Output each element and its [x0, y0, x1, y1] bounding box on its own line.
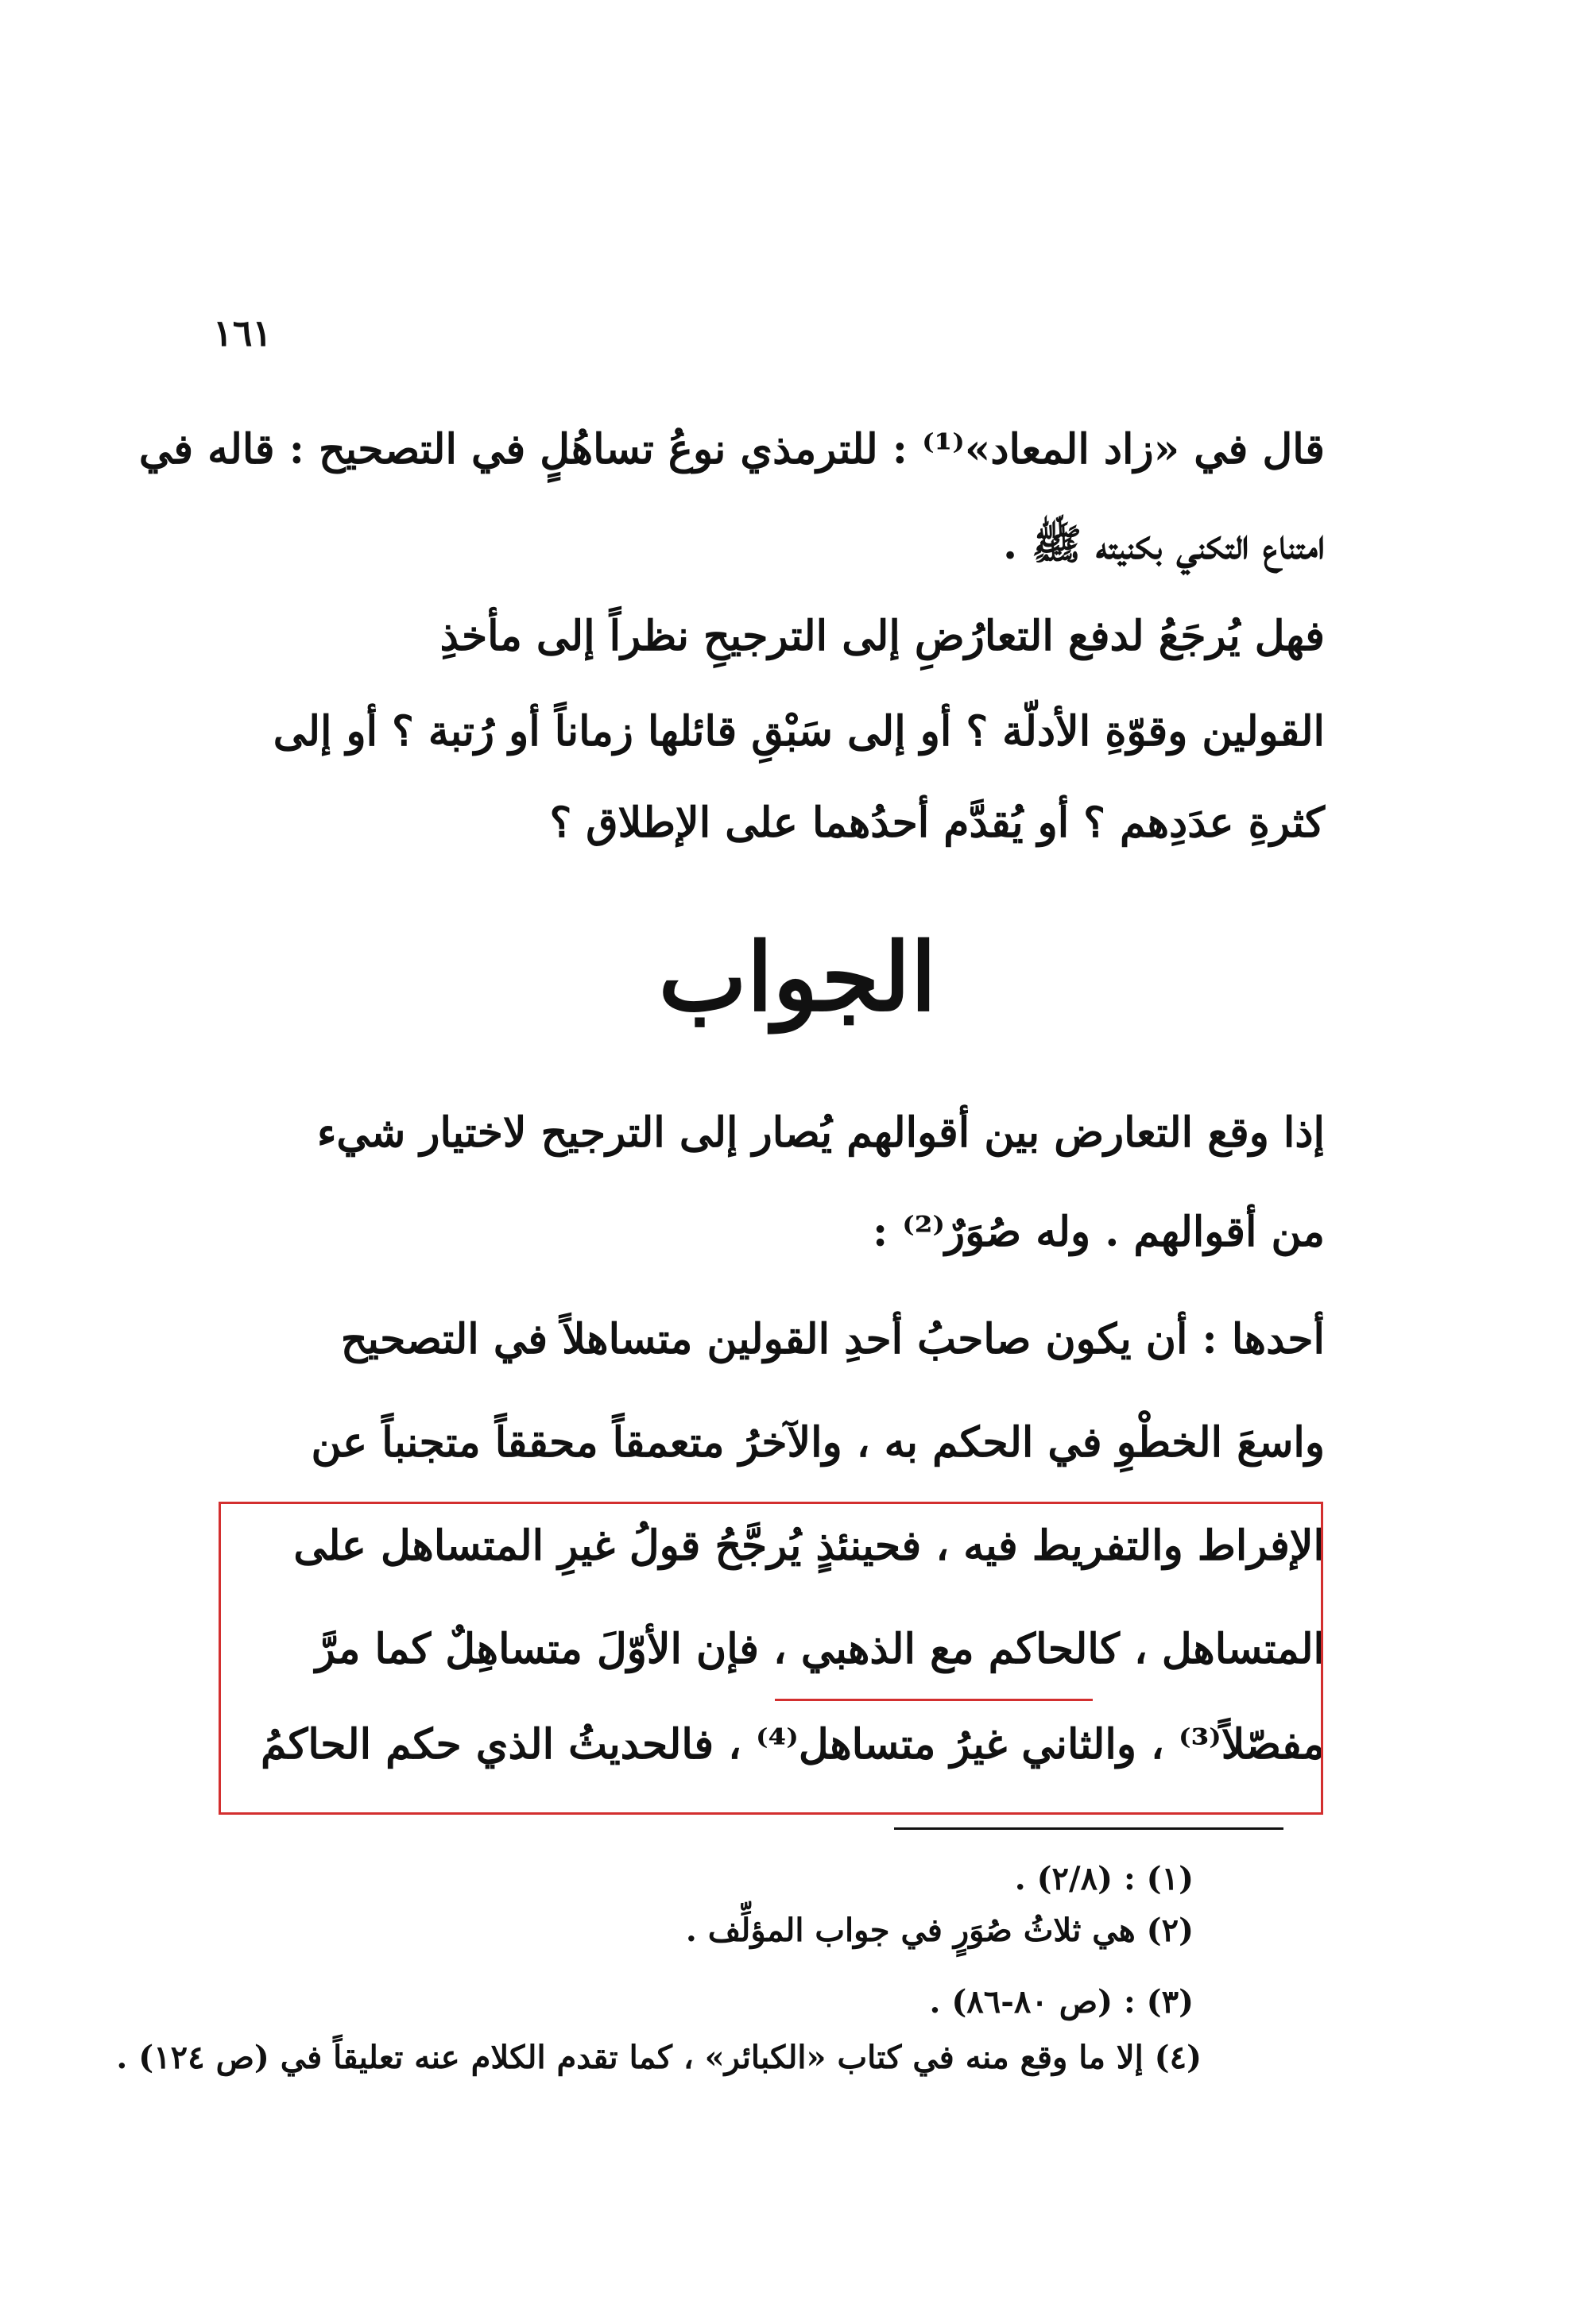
text-line-2: امتناع التكني بكنيته ﷺ .	[1003, 520, 1325, 569]
section-heading: الجواب	[658, 922, 937, 1032]
answer-line-3: أحدها : أن يكون صاحبُ أحدِ القولين متساهلاً في التصحيح	[340, 1315, 1325, 1363]
page-number: ١٦١	[213, 311, 273, 354]
answer-line-7: مفصّلاً⁽³⁾ ، والثاني غيرُ متساهل⁽⁴⁾ ، فالحديثُ الذي حكم الحاكمُ	[261, 1720, 1325, 1769]
highlight-box	[219, 1502, 1323, 1815]
answer-line-4: واسعَ الخطْوِ في الحكم به ، والآخرُ متعمقاً محققاً متجنباً عن	[311, 1418, 1325, 1467]
text-line-3: فهل يُرجَعُ لدفع التعارُضِ إلى الترجيحِ نظراً إلى مأخذِ	[439, 612, 1325, 660]
text-line-4: القولين وقوّةِ الأدلّة ؟ أو إلى سَبْقِ قائلها زماناً أو رُتبة ؟ أو إلى	[273, 707, 1325, 756]
footnote-separator	[894, 1827, 1283, 1830]
footnote-4: (٤) إلا ما وقع منه في كتاب «الكبائر» ، كما تقدم الكلام عنه تعليقاً في (ص ١٢٤) .	[116, 2039, 1202, 2076]
footnote-2: (٢) هي ثلاثُ صُوَرٍ في جواب المؤلِّف .	[685, 1912, 1194, 1949]
answer-line-2: من أقوالهم . وله صُوَرٌ⁽²⁾ :	[872, 1208, 1325, 1256]
answer-line-5: الإفراط والتفريط فيه ، فحينئذٍ يُرجَّحُ قولُ غيرِ المتساهل على	[293, 1522, 1325, 1570]
answer-line-1: إذا وقع التعارض بين أقوالهم يُصار إلى الترجيح لاختيار شيء	[316, 1108, 1325, 1157]
footnote-3: (٣) : (ص ٨٠-٨٦) .	[929, 1983, 1194, 2020]
text-line-5: كثرةِ عدَدِهم ؟ أو يُقدَّم أحدُهما على الإطلاق ؟	[549, 799, 1325, 847]
answer-line-6: المتساهل ، كالحاكم مع الذهبي ، فإن الأوّلَ متساهِلٌ كما مرَّ	[315, 1625, 1325, 1673]
text-line-1: قال في «زاد المعاد»⁽¹⁾ : للترمذي نوعُ تساهُلٍ في التصحيح : قاله في	[138, 425, 1325, 474]
footnote-1: (١) : (٢/٨) .	[1014, 1860, 1194, 1897]
